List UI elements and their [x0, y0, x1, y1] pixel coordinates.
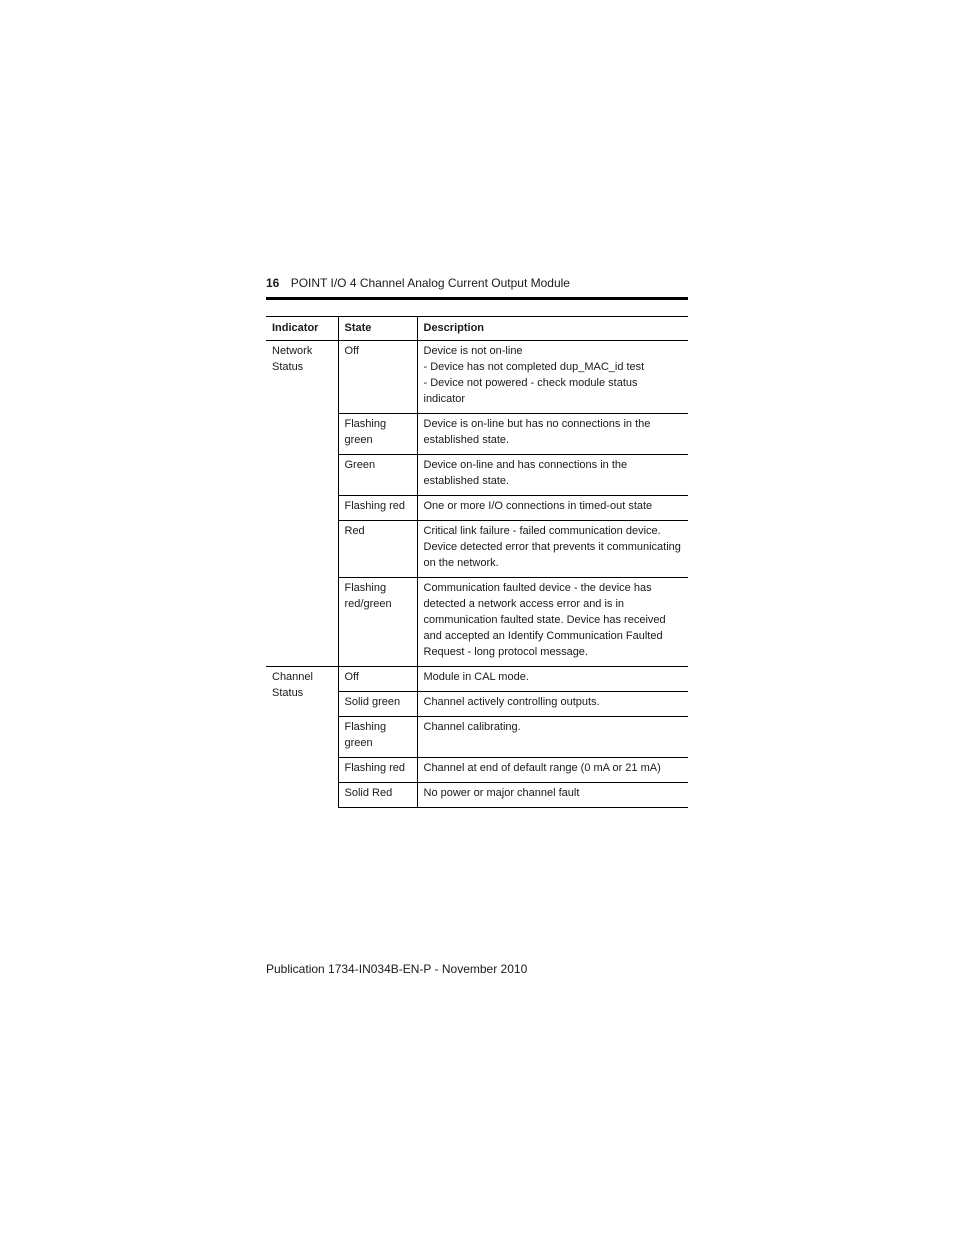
description-cell: [417, 496, 688, 521]
column-header-indicator: Indicator: [266, 317, 338, 341]
description-cell: [417, 578, 688, 667]
description-line: Device is not on-line: [423, 345, 523, 357]
state-cell: Off: [338, 667, 417, 692]
publication-footer: Publication 1734-IN034B-EN-P - November 2010: [266, 962, 528, 976]
indicator-table-container: [266, 316, 688, 808]
state-cell: Flashing red: [338, 758, 417, 783]
description-line: Communication faulted device - the device has detected a network access error and is in communication faulted state. Device has received and accepted an Identify Communication Faulted Request - long protocol message.: [423, 582, 666, 658]
description-cell: [417, 341, 688, 414]
description-cell: [417, 758, 688, 783]
state-cell: Green: [338, 455, 417, 496]
header-rule: [266, 297, 688, 300]
description-cell: [417, 455, 688, 496]
description-line: Module in CAL mode.: [423, 671, 529, 683]
description-cell: [417, 667, 688, 692]
state-cell: Solid green: [338, 692, 417, 717]
description-cell: [417, 414, 688, 455]
description-line: Device on-line and has connections in the established state.: [423, 459, 628, 487]
description-cell: [417, 783, 688, 808]
description-line: - Device has not completed dup_MAC_id test: [423, 361, 645, 373]
state-cell: Flashing green: [338, 414, 417, 455]
table-row: [266, 667, 688, 692]
table-header-row: [266, 317, 688, 341]
state-cell: Red: [338, 521, 417, 578]
page-number: 16: [266, 276, 280, 290]
description-cell: [417, 717, 688, 758]
indicator-status-table: [266, 316, 688, 808]
table-row: [266, 341, 688, 414]
description-line: Channel at end of default range (0 mA or 21 mA): [423, 762, 661, 774]
description-cell: [417, 521, 688, 578]
description-line: Critical link failure - failed communication device. Device detected error that prevents it communicating on the network.: [423, 525, 681, 569]
table-body: [266, 341, 688, 808]
description-line: One or more I/O connections in timed-out state: [423, 500, 653, 512]
page-header: [266, 276, 688, 290]
description-cell: [417, 692, 688, 717]
state-cell: Off: [338, 341, 417, 414]
description-line: Device is on-line but has no connections in the established state.: [423, 418, 651, 446]
document-title: POINT I/O 4 Channel Analog Current Output Module: [290, 276, 570, 290]
column-header-state: State: [338, 317, 417, 341]
state-cell: Flashing green: [338, 717, 417, 758]
description-line: Channel actively controlling outputs.: [423, 696, 600, 708]
indicator-cell: Network Status: [266, 341, 338, 667]
indicator-cell: Channel Status: [266, 667, 338, 808]
description-line: - Device not powered - check module status indicator: [423, 377, 638, 405]
description-line: Channel calibrating.: [423, 721, 521, 733]
column-header-description: Description: [417, 317, 688, 341]
state-cell: Flashing red: [338, 496, 417, 521]
state-cell: Solid Red: [338, 783, 417, 808]
state-cell: Flashing red/green: [338, 578, 417, 667]
description-line: No power or major channel fault: [423, 787, 580, 799]
